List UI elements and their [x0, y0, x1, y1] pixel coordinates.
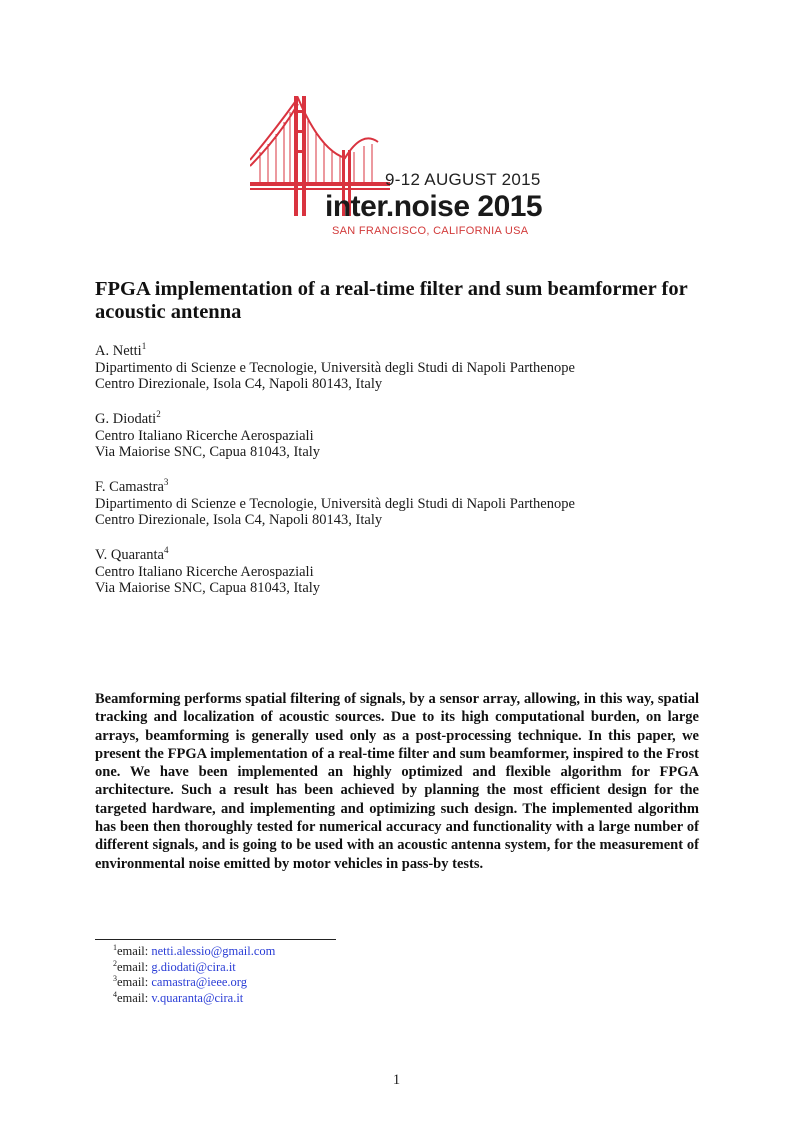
- author-block: [95, 411, 320, 461]
- footnote-item: [113, 975, 275, 991]
- footnote-mark: 1: [141, 341, 147, 352]
- footnote-mark: 2: [156, 409, 161, 420]
- footnote-mark: 3: [163, 477, 169, 488]
- conference-logo: [250, 90, 550, 240]
- abstract: Beamforming performs spatial filtering of signals, by a sensor array, allowing, in this way, spatial tracking and localization of acoustic sources. Due to its high computational burden, on large arrays, beamforming is generally used only as a post-processing technique. In this paper, we present the FPGA implementation of a real-time filter and sum beamformer, inspired to the Frost one. We have been implemented an highly optimized and flexible algorithm for FPGA architecture. Such a result has been achieved by planning the most efficient design for the targeted hardware, and implementing and optimizing such design. The implemented algorithm has been then thoroughly tested for numerical accuracy and functionality with a large number of different signals, and is going to be used with an acoustic antenna system, for the measurement of environmental noise emitted by motor vehicles in pass-by tests.: [95, 691, 699, 872]
- footnote-item: [113, 944, 275, 960]
- footnote-mark: 1: [113, 942, 117, 952]
- author-name: G. Diodati: [95, 411, 157, 427]
- footnote-label: email:: [117, 991, 152, 1006]
- footnote-item: [113, 991, 275, 1007]
- author-name: F. Camastra: [95, 479, 164, 495]
- footnote-label: email:: [117, 975, 152, 990]
- email-link[interactable]: g.diodati@cira.it: [151, 959, 236, 974]
- author-address: Via Maiorise SNC, Capua 81043, Italy: [95, 444, 321, 460]
- author-address: Centro Direzionale, Isola C4, Napoli 80143, Italy: [95, 376, 383, 392]
- author-affiliation: Centro Italiano Ricerche Aerospaziali: [95, 427, 314, 444]
- author-block: [95, 547, 320, 597]
- conference-name: inter.noise 2015: [325, 190, 543, 223]
- paper-title: FPGA implementation of a real-time filter and sum beamformer for acoustic antenna: [95, 278, 688, 323]
- footnote-mark: 2: [113, 958, 117, 968]
- author-affiliation: Dipartimento di Scienze e Tecnologie, Università degli Studi di Napoli Parthenope: [95, 359, 575, 376]
- footnote-mark: 4: [113, 989, 117, 999]
- author-name: A. Netti: [95, 343, 142, 359]
- footnote-label: email:: [117, 944, 152, 958]
- author-affiliation: Dipartimento di Scienze e Tecnologie, Università degli Studi di Napoli Parthenope: [95, 495, 575, 512]
- footnote-label: email:: [117, 959, 152, 974]
- email-link[interactable]: camastra@ieee.org: [151, 975, 247, 990]
- author-name: V. Quaranta: [95, 547, 164, 563]
- conference-date: 9-12 AUGUST 2015: [385, 170, 541, 189]
- author-address: Centro Direzionale, Isola C4, Napoli 80143, Italy: [95, 512, 383, 528]
- footnote-mark: 3: [113, 974, 117, 984]
- author-address: Via Maiorise SNC, Capua 81043, Italy: [95, 580, 321, 596]
- footnote-item: [113, 960, 275, 976]
- conference-location: SAN FRANCISCO, CALIFORNIA USA: [332, 225, 529, 237]
- author-affiliation: Centro Italiano Ricerche Aerospaziali: [95, 563, 314, 580]
- footnote-mark: 4: [164, 545, 169, 556]
- footnote-divider: [95, 939, 336, 940]
- author-block: [95, 479, 575, 529]
- email-link[interactable]: netti.alessio@gmail.com: [151, 944, 276, 958]
- email-link[interactable]: v.quaranta@cira.it: [151, 991, 244, 1006]
- page-number: 1: [392, 1072, 401, 1088]
- author-block: [95, 343, 575, 393]
- footnotes: [113, 944, 275, 1007]
